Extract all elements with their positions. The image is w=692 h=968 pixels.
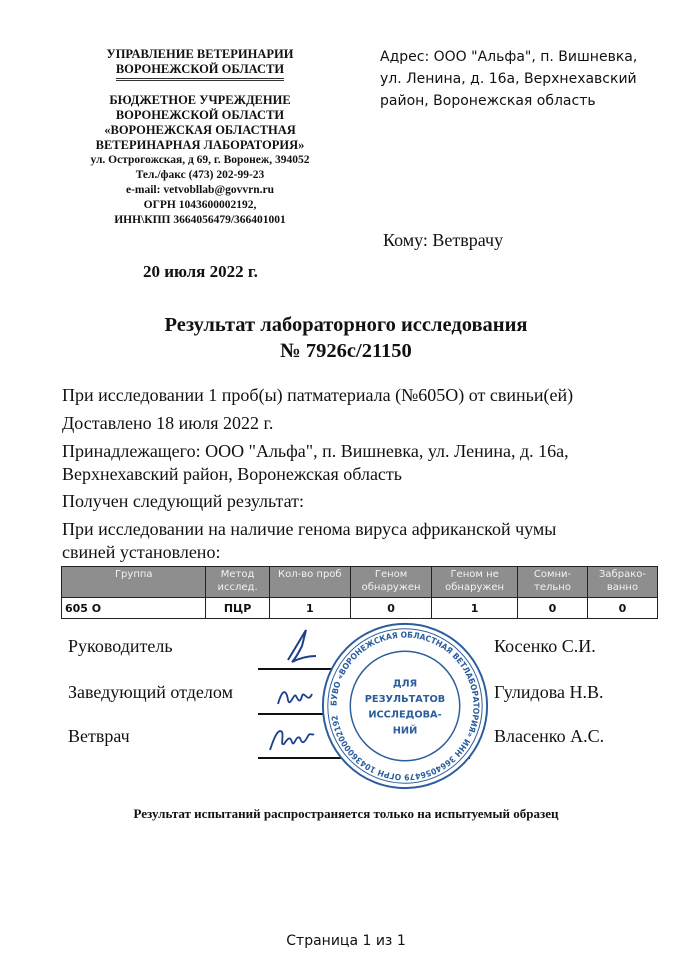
lab-address: ул. Острогожская, д 69, г. Воронеж, 394052 xyxy=(90,154,310,166)
col-header-sample-count: Кол-во проб xyxy=(269,567,350,598)
signature-role-vet: Ветврач xyxy=(68,726,130,746)
signature-scribble-head xyxy=(284,626,320,666)
col-header-method: Метод исслед. xyxy=(206,567,269,598)
recipient-address-line-1: Адрес: ООО "Альфа", п. Вишневка, xyxy=(380,49,638,65)
institution-line-1: БЮДЖЕТНОЕ УЧРЕЖДЕНИЕ xyxy=(109,93,291,107)
stamp-outer-text: БУВО «ВОРОНЕЖСКАЯ ОБЛАСТНАЯ ВЕТЛАБОРАТОРИЯ» ИНН 3664056479 ОГРН 1043600002192 xyxy=(328,629,482,783)
title-number: № 7926с/21150 xyxy=(280,340,412,362)
document-date: 20 июля 2022 г. xyxy=(143,262,258,281)
cell-rejected: 0 xyxy=(587,598,657,619)
signature-role-head: Руководитель xyxy=(68,636,173,656)
footer-note: Результат испытаний распространяется только на испытуемый образец xyxy=(133,806,559,821)
col-header-genome-not-detected: Геном не обнаружен xyxy=(432,567,518,598)
signature-name-dept: Гулидова Н.В. xyxy=(494,682,604,702)
recipient-address-line-3: район, Воронежская область xyxy=(380,93,596,109)
authority-line-2: ВОРОНЕЖСКОЙ ОБЛАСТИ xyxy=(116,62,284,81)
body-p1: При исследовании 1 проб(ы) патматериала (№605О) от свиньи(ей) xyxy=(62,385,574,405)
cell-group: 605 О xyxy=(62,598,206,619)
page-number: Страница 1 из 1 xyxy=(286,933,406,949)
recipient-address xyxy=(380,46,686,112)
body-p2: Доставлено 18 июля 2022 г. xyxy=(62,413,274,433)
lab-ogrn: ОГРН 1043600002192, xyxy=(143,199,257,211)
table-header-row xyxy=(62,567,658,598)
cell-genome-detected: 0 xyxy=(350,598,431,619)
cell-doubtful: 0 xyxy=(518,598,588,619)
institution-line-2: ВОРОНЕЖСКОЙ ОБЛАСТИ xyxy=(115,108,285,122)
col-header-doubtful: Сомни-тельно xyxy=(518,567,588,598)
col-header-rejected: Забрако-ванно xyxy=(587,567,657,598)
col-header-genome-detected: Геном обнаружен xyxy=(350,567,431,598)
stamp-inner-line-3: ИССЛЕДОВА- xyxy=(368,709,442,721)
body-p3a: Принадлежащего: ООО "Альфа", п. Вишневка, ул. Ленина, д. 16а, xyxy=(62,441,569,461)
col-header-group: Группа xyxy=(62,567,206,598)
signature-name-vet: Власенко А.С. xyxy=(494,726,605,746)
body-p4: Получен следующий результат: xyxy=(62,491,305,511)
signature-scribble-vet xyxy=(268,724,316,756)
lab-phone: Тел./факс (473) 202-99-23 xyxy=(135,169,265,181)
authority-line-1: УПРАВЛЕНИЕ ВЕТЕРИНАРИИ xyxy=(106,47,294,61)
stamp-inner-line-2: РЕЗУЛЬТАТОВ xyxy=(364,694,446,706)
recipient-address-line-2: ул. Ленина, д. 16а, Верхнехавский xyxy=(380,71,637,87)
institution-line-4: ВЕТЕРИНАРНАЯ ЛАБОРАТОРИЯ» xyxy=(95,138,305,152)
title-line-1: Результат лабораторного исследования xyxy=(164,314,528,336)
stamp-inner-line-1: ДЛЯ xyxy=(392,678,418,690)
lab-email: e-mail: vetvobllab@govvrn.ru xyxy=(125,184,275,196)
signature-scribble-dept xyxy=(276,684,316,710)
institution-line-3: «ВОРОНЕЖСКАЯ ОБЛАСТНАЯ xyxy=(104,123,296,137)
cell-genome-not-detected: 1 xyxy=(432,598,518,619)
lab-header xyxy=(52,47,348,228)
body-p3b: Верхнехавский район, Воронежская область xyxy=(62,464,402,484)
addressee: Кому: Ветврачу xyxy=(383,230,504,250)
table-row xyxy=(62,598,658,619)
lab-inn-kpp: ИНН\КПП 3664056479/366401001 xyxy=(114,214,286,226)
cell-method: ПЦР xyxy=(206,598,269,619)
body-p5a: При исследовании на наличие генома вируса африканской чумы xyxy=(62,519,557,539)
results-table xyxy=(61,566,658,619)
stamp-outer-ring xyxy=(323,624,487,788)
document-title xyxy=(0,312,692,364)
cell-sample-count: 1 xyxy=(269,598,350,619)
signature-role-dept: Заведующий отделом xyxy=(68,682,233,702)
body-p5b: свиней установлено: xyxy=(62,542,221,562)
official-stamp xyxy=(319,620,491,792)
signature-name-head: Косенко С.И. xyxy=(494,636,596,656)
stamp-inner-line-4: НИЙ xyxy=(392,725,418,737)
